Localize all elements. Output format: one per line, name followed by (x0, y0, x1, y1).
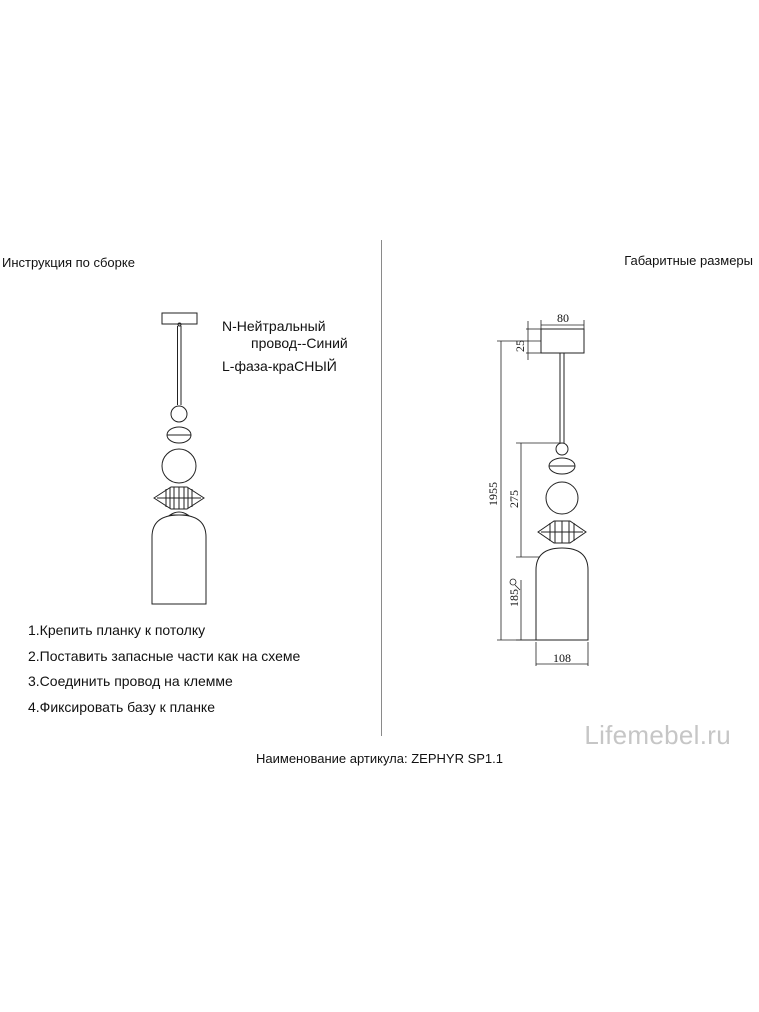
faceted-bead (167, 427, 191, 443)
article-code: ZEPHYR SP1.1 (411, 751, 503, 766)
small-bead (171, 406, 187, 422)
dim-leader-circle (510, 579, 516, 585)
wiring-neutral-label: N-Нейтральный (222, 318, 326, 334)
dim-large-ball (546, 482, 578, 514)
dim-shade-width: 108 (553, 651, 571, 665)
dim-ribbed-disc (538, 521, 586, 543)
assembly-step: 3.Соединить провод на клемме (28, 673, 233, 689)
ceiling-canopy (162, 313, 197, 324)
assembly-step: 2.Поставить запасные части как на схеме (28, 647, 301, 664)
dim-canopy-width: 80 (557, 311, 569, 325)
dimension-lamp-drawing (486, 311, 588, 666)
dimensions-title: Габаритные размеры (624, 253, 753, 268)
ribbed-disc (154, 487, 204, 509)
dim-total-height: 1955 (486, 482, 500, 506)
assembly-instructions-title: Инструкция по сборке (2, 255, 135, 270)
dim-canopy (541, 329, 584, 353)
large-ball (162, 449, 196, 483)
dim-small-bead (556, 443, 568, 455)
dim-canopy-height: 25 (513, 340, 527, 352)
dim-glass-shade (536, 548, 588, 640)
watermark-logo: Lifemebel.ru (584, 720, 731, 750)
dim-decor-height: 275 (507, 490, 521, 508)
glass-shade (152, 515, 206, 604)
assembly-step: 4.Фиксировать базу к планке (28, 698, 215, 715)
assembly-step: 1.Крепить планку к потолку (28, 622, 206, 638)
wiring-neutral-color-label: провод--Синий (251, 335, 348, 351)
dim-shade-height: 185 (507, 589, 521, 607)
article-label: Наименование артикула: (256, 751, 408, 766)
wiring-live-label: L-фаза-краСНЫЙ (222, 358, 337, 374)
assembly-lamp-drawing (152, 313, 206, 604)
